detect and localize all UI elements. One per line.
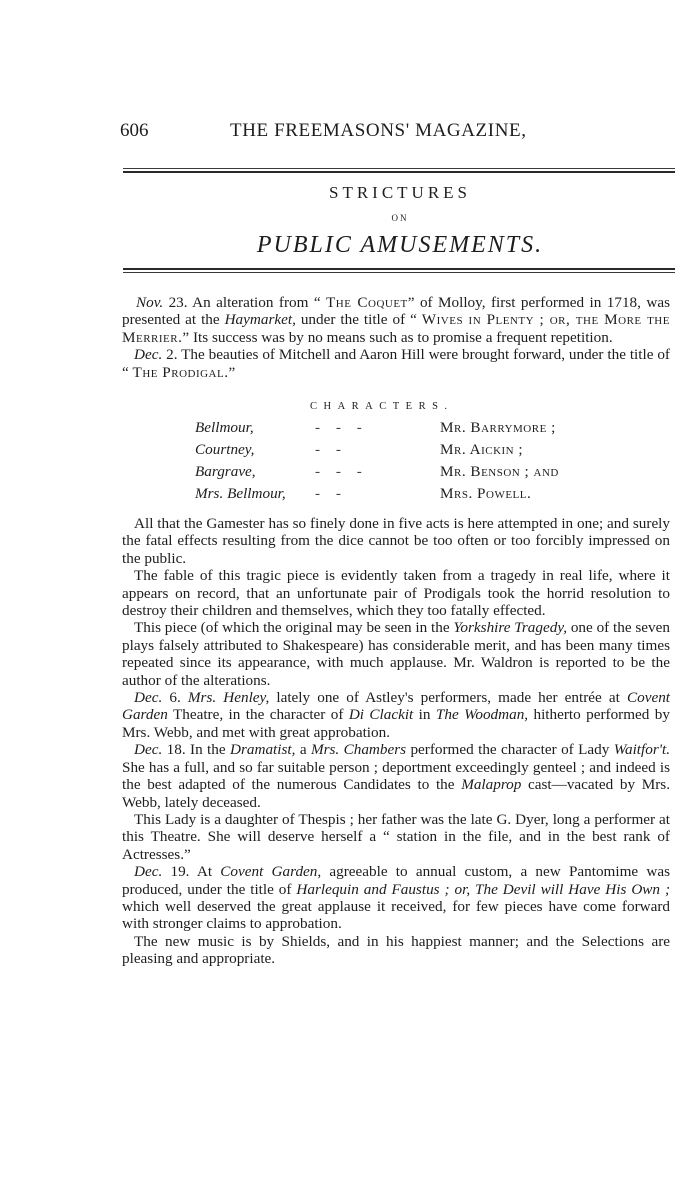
cast-leader: - - bbox=[315, 485, 347, 502]
cast-leader: - - - bbox=[315, 419, 368, 436]
section-heading-public-amusements: PUBLIC AMUSEMENTS. bbox=[256, 232, 544, 258]
text-run: Theatre, in the character of bbox=[167, 706, 349, 724]
text-run: one of the seven plays falsely attributed to Shakespeare) has considerable merit, and has been many times repeated since its appearance, with much applause. Mr. Waldron is reported to be the author of the alterations. bbox=[122, 619, 670, 689]
play-title: The Woodman, bbox=[435, 706, 529, 724]
character-name: Waitfor't. bbox=[613, 741, 670, 759]
character-name: Malaprop bbox=[461, 776, 522, 794]
date-label: Nov. bbox=[136, 294, 164, 311]
text-run: ” Its success was by no means such as to promise a frequent repetition. bbox=[182, 328, 613, 346]
cast-actor: Mr. Aickin ; bbox=[440, 441, 524, 458]
cast-role: Bargrave, bbox=[195, 463, 256, 480]
paragraph-coquet bbox=[122, 294, 670, 346]
text-run: lately one of Astley's performers, made her entrée at bbox=[269, 689, 627, 707]
text-run: This piece (of which the original may be seen in the bbox=[134, 619, 454, 637]
cast-row bbox=[195, 441, 635, 461]
paragraph-pantomime bbox=[122, 863, 670, 933]
header-title: THE FREEMASONS' MAGAZINE, bbox=[230, 120, 527, 141]
play-title: The Coquet bbox=[326, 294, 408, 311]
cast-row bbox=[195, 419, 635, 439]
text-run: All that the Gamester has so finely done in five acts is here attempted in one; and surely the fatal effects resulting from the dice cannot be too often or too forcibly impressed on the public. bbox=[122, 515, 670, 567]
date-label: Dec. bbox=[134, 346, 163, 364]
text-run: 2. The beauties of Mitchell and Aaron Hill were brought forward, under the title of “ bbox=[122, 346, 670, 381]
performer-name: Mrs. Henley, bbox=[187, 689, 270, 707]
text-run: hitherto performed by Mrs. Webb, and met with great approbation. bbox=[122, 706, 670, 741]
play-title: Yorkshire Tragedy, bbox=[453, 619, 568, 637]
text-run: performed the character of Lady bbox=[406, 741, 614, 759]
paragraph-music bbox=[122, 933, 670, 968]
section-rule-top bbox=[123, 268, 675, 270]
paragraph-henley bbox=[122, 689, 670, 741]
text-run: which well deserved the great applause it received, for few pieces have come forward with stronger claims to approbation. bbox=[122, 897, 670, 933]
cast-actor: Mr. Barrymore ; bbox=[440, 419, 556, 436]
text-run: The fable of this tragic piece is evidently taken from a tragedy in real life, where it appears on record, that an unfortunate pair of Prodigals took the horrid resolution to destroy their children and themselves, which they too fatally effected. bbox=[122, 567, 670, 620]
theatre-name: Covent Garden bbox=[122, 689, 671, 724]
text-run: This Lady is a daughter of Thespis ; her father was the late G. Dyer, long a performer at this Theatre. She will deserve herself a “ station in the file, and in the best rank of Actresses.” bbox=[122, 810, 670, 863]
play-title: Dramatist, bbox=[230, 741, 296, 759]
text-run: a bbox=[295, 741, 311, 759]
text-run: 19. At bbox=[162, 863, 221, 881]
intro-text bbox=[122, 294, 670, 381]
cast-row bbox=[195, 463, 635, 483]
text-run: ” bbox=[228, 363, 236, 381]
main-text bbox=[122, 515, 670, 968]
section-heading-strictures: STRICTURES bbox=[328, 183, 472, 202]
play-title: Wives in Plenty ; or, the More the Merrier. bbox=[122, 311, 670, 346]
cast-role: Courtney, bbox=[195, 441, 255, 458]
characters-heading: CHARACTERS. bbox=[310, 401, 454, 412]
cast-actor: Mr. Benson ; and bbox=[440, 463, 559, 480]
paragraph-gamester bbox=[122, 515, 670, 567]
character-name: Di Clackit bbox=[348, 706, 414, 724]
play-title: The Prodigal. bbox=[132, 363, 229, 381]
text-run: 6. bbox=[162, 689, 188, 707]
paragraph-fable bbox=[122, 567, 670, 619]
header-rule-top bbox=[123, 168, 675, 169]
cast-leader: - - bbox=[315, 441, 347, 458]
cast-leader: - - - bbox=[315, 463, 368, 480]
paragraph-prodigal bbox=[122, 346, 670, 381]
cast-role: Mrs. Bellmour, bbox=[195, 485, 286, 502]
text-run: cast—vacated by Mrs. Webb, lately deceased. bbox=[122, 776, 670, 811]
theatre-name: Haymarket, bbox=[224, 311, 296, 329]
date-label: Dec. bbox=[134, 741, 163, 759]
date-label: Dec. bbox=[134, 689, 163, 707]
page-number: 606 bbox=[120, 120, 149, 141]
paragraph-yorkshire bbox=[122, 619, 670, 689]
running-head bbox=[120, 120, 680, 150]
text-run: She has a full, and so far suitable person ; deportment exceedingly genteel ; and indeed is the best adapted of the numerous Candidates to the bbox=[122, 758, 670, 794]
paragraph-dramatist bbox=[122, 741, 670, 811]
date-label: Dec. bbox=[134, 863, 163, 881]
text-run: under the title of “ bbox=[295, 311, 422, 329]
cast-actor: Mrs. Powell. bbox=[440, 485, 532, 502]
theatre-name: Covent Garden, bbox=[220, 863, 322, 881]
section-rule-bottom bbox=[123, 272, 675, 273]
text-run: in bbox=[413, 706, 436, 724]
section-heading-on: ON bbox=[391, 213, 409, 223]
text-run: 18. In the bbox=[162, 741, 231, 759]
text-run: 23. An alteration from “ bbox=[163, 294, 327, 311]
cast-row bbox=[195, 485, 635, 505]
header-rule-bottom bbox=[123, 171, 675, 173]
text-run: The new music is by Shields, and in his happiest manner; and the Selections are pleasing and appropriate. bbox=[122, 932, 670, 968]
play-title: Harlequin and Faustus ; or, The Devil will Have His Own ; bbox=[296, 880, 670, 898]
cast-role: Bellmour, bbox=[195, 419, 254, 436]
performer-name: Mrs. Chambers bbox=[310, 741, 407, 759]
text-run: ” of Molloy, first performed in 1718, was presented at the bbox=[122, 294, 670, 329]
paragraph-thespis bbox=[122, 811, 670, 863]
text-run: agreeable to annual custom, a new Pantomime was produced, under the title of bbox=[122, 863, 670, 898]
